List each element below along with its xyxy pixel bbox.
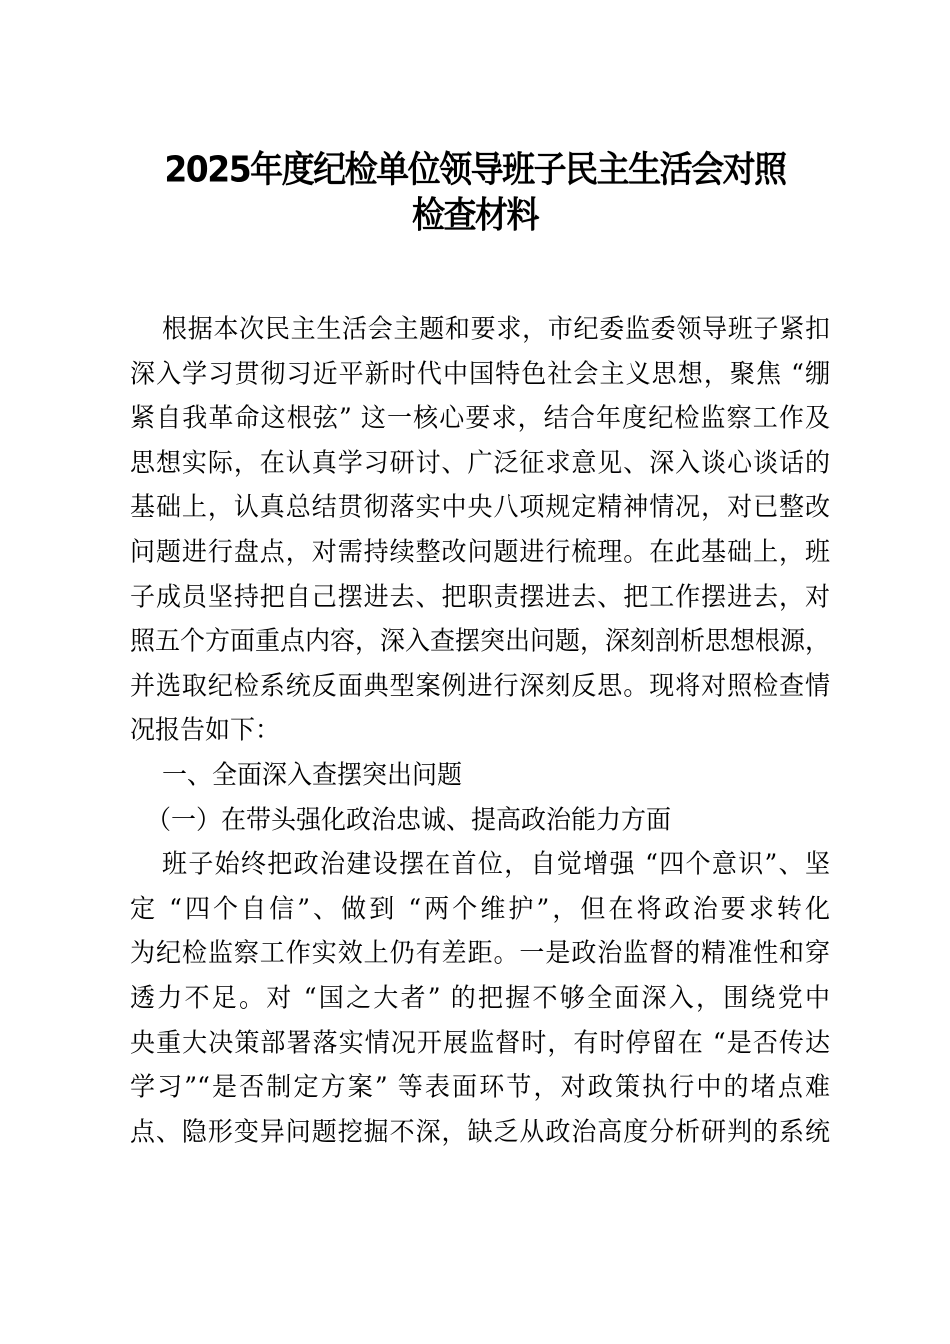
- paragraph-line: 班子始终把政治建设摆在首位，自觉增强 “四个意识”、坚: [162, 848, 830, 879]
- paragraph-line: 深入学习贯彻习近平新时代中国特色社会主义思想，聚焦 “绷: [130, 357, 830, 389]
- paragraph-line: 紧自我革命这根弦” 这一核心要求，结合年度纪检监察工作及: [130, 402, 830, 433]
- intro-paragraph: [130, 307, 830, 753]
- paragraph-line: 况报告如下：: [130, 714, 281, 746]
- paragraph-line: 点、隐形变异问题挖掘不深，缺乏从政治高度分析研判的系统: [130, 1115, 830, 1147]
- paragraph-line: 基础上，认真总结贯彻落实中央八项规定精神情况，对已整改: [130, 491, 830, 523]
- paragraph-line: 为纪检监察工作实效上仍有差距。一是政治监督的精准性和穿: [130, 937, 830, 968]
- paragraph-line: 子成员坚持把自己摆进去、把职责摆进去、把工作摆进去，对: [130, 580, 830, 612]
- paragraph-line: 透力不足。对 “国之大者” 的把握不够全面深入，围绕党中: [130, 982, 830, 1013]
- document-body: [130, 307, 830, 1154]
- paragraph-line: 根据本次民主生活会主题和要求，市纪委监委领导班子紧扣: [162, 313, 830, 344]
- subsection-heading: （一）在带头强化政治忠诚、提高政治能力方面: [146, 803, 672, 835]
- paragraph-line: 学习”“是否制定方案” 等表面环节，对政策执行中的堵点难: [130, 1071, 830, 1102]
- body-paragraph: [130, 842, 830, 1154]
- document-title: [100, 147, 850, 238]
- paragraph-line: 并选取纪检系统反面典型案例进行深刻反思。现将对照检查情: [130, 669, 830, 701]
- paragraph-line: 定 “四个自信”、做到 “两个维护”，但在将政治要求转化: [130, 892, 830, 924]
- title-line-2: 检查材料: [412, 193, 538, 236]
- title-line-1: 2025年度纪检单位领导班子民主生活会对照: [164, 148, 786, 191]
- paragraph-line: 央重大决策部署落实情况开展监督时，有时停留在 “是否传达: [130, 1026, 830, 1058]
- paragraph-line: 照五个方面重点内容，深入查摆突出问题，深刻剖析思想根源，: [130, 625, 831, 656]
- paragraph-line: 思想实际，在认真学习研讨、广泛征求意见、深入谈心谈话的: [130, 447, 830, 478]
- section-heading: 一、全面深入查摆突出问题: [162, 759, 463, 790]
- paragraph-line: 问题进行盘点，对需持续整改问题进行梳理。在此基础上，班: [130, 536, 830, 567]
